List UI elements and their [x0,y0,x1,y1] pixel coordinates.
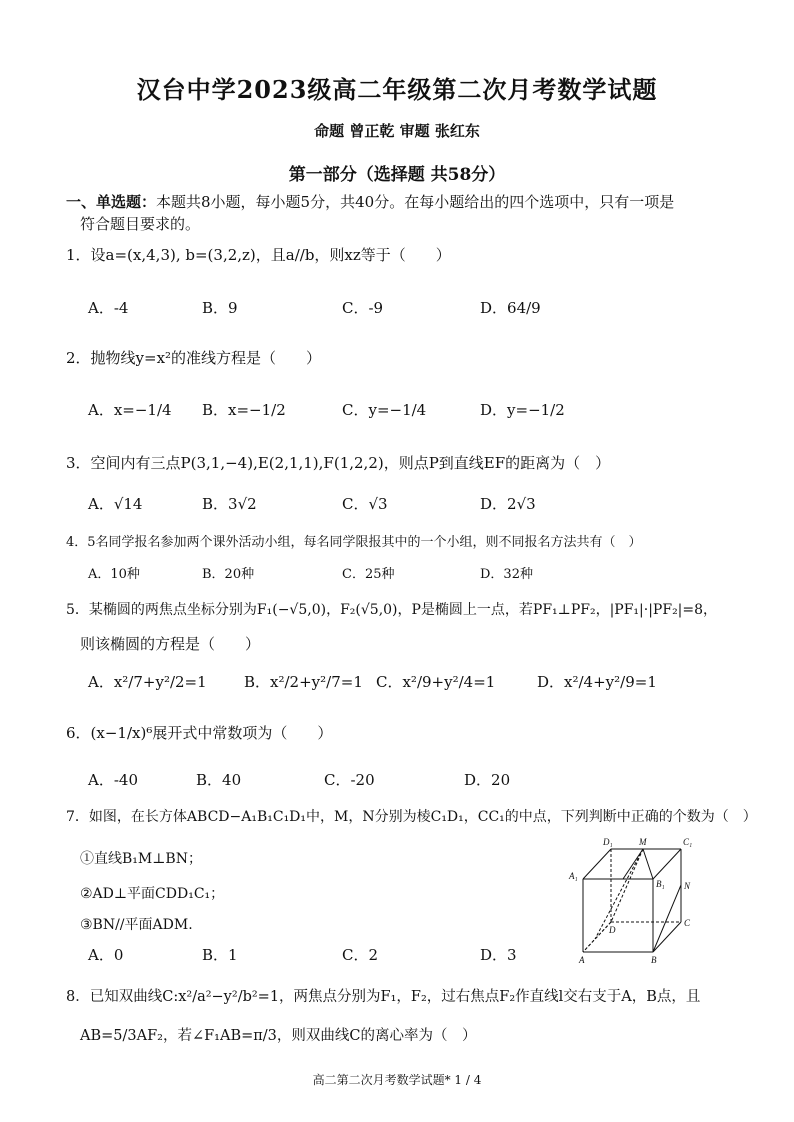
q7-option-d: D．3 [480,946,517,964]
q6-option-c: C．-20 [324,771,375,789]
label-a: A [579,955,585,965]
q5-option-c: C．x²/9+y²/4=1 [376,673,496,691]
q2-option-d: D．y=−1/2 [480,401,565,419]
q3-option-a: A．√14 [88,495,143,513]
label-a1: A₁ [569,871,578,881]
part-heading: 第一部分（选择题 共58分） [288,165,506,185]
page-title: 汉台中学2023级高二年级第二次月考数学试题 [136,75,658,104]
label-d1: D₁ [603,837,613,847]
q7-item-1: ①直线B₁M⊥BN； [80,851,202,867]
question-6-stem: 6．(x−1/x)⁶展开式中常数项为（ ） [66,724,333,742]
question-2-stem: 2．抛物线y=x²的准线方程是（ ） [66,349,322,367]
cuboid-figure [565,835,705,965]
question-5-stem-line1: 5．某椭圆的两焦点坐标分别为F₁(−√5,0)，F₂(√5,0)，P是椭圆上一点，若PF₁⊥PF₂，|PF₁|·|PF₂|=8， [66,602,718,618]
label-b: B [651,955,657,965]
section-line1: 本题共8小题，每小题5分，共40分。在每小题给出的四个选项中，只有一项是 [156,193,675,211]
section-line2: 符合题目要求的。 [80,215,201,233]
label-c: C [684,918,691,928]
q4-option-b: B．20种 [202,567,255,582]
q2-option-c: C．y=−1/4 [342,401,427,419]
q5-option-b: B．x²/2+y²/7=1 [244,673,363,691]
q5-option-a: A．x²/7+y²/2=1 [88,673,207,691]
q4-option-c: C．25种 [342,567,395,582]
q7-option-a: A．0 [88,946,124,964]
q3-option-d: D．2√3 [480,495,536,513]
question-7-stem: 7．如图，在长方体ABCD−A₁B₁C₁D₁中，M，N分别为棱C₁D₁，CC₁的中点，下列判断中正确的个数为（ ） [66,809,757,825]
question-8-stem-line2: AB=5/3AF₂，若∠F₁AB=π/3，则双曲线C的离心率为（ ） [80,1028,477,1044]
section-intro [66,191,674,212]
q6-option-a: A．-40 [88,771,138,789]
q7-item-2: ②AD⊥平面CDD₁C₁； [80,886,225,902]
q1-option-c: C．-9 [342,299,384,317]
section-label: 一、单选题： [66,193,157,211]
q7-item-3: ③BN//平面ADM. [80,917,193,933]
question-3-stem: 3．空间内有三点P(3,1,−4),E(2,1,1),F(1,2,2)，则点P到直线EF的距离为（ ） [66,454,611,472]
label-c1: C₁ [683,837,693,847]
q6-option-b: B．40 [196,771,242,789]
q2-option-b: B．x=−1/2 [202,401,286,419]
label-b1: B₁ [656,879,665,889]
question-1-stem: 1．设a=(x,4,3), b=(3,2,z)，且a//b，则xz等于（ ） [66,246,451,264]
question-4-stem: 4．5名同学报名参加两个课外活动小组，每名同学限报其中的一个小组，则不同报名方法共有（ ） [66,535,642,550]
q3-option-c: C．√3 [342,495,388,513]
q1-option-d: D．64/9 [480,299,541,317]
q6-option-d: D．20 [464,771,511,789]
label-m: M [639,837,647,847]
q7-option-b: B．1 [202,946,238,964]
q4-option-a: A．10种 [88,567,140,582]
page-footer: 高二第二次月考数学试题* 1 / 4 [312,1073,482,1087]
q1-option-a: A．-4 [88,299,129,317]
q7-option-c: C．2 [342,946,379,964]
q2-option-a: A．x=−1/4 [88,401,172,419]
q5-option-d: D．x²/4+y²/9=1 [537,673,657,691]
q4-option-d: D．32种 [480,567,533,582]
question-5-stem-line2: 则该椭圆的方程是（ ） [80,635,261,653]
authors: 命题 曾正乾 审题 张红东 [314,122,480,140]
label-n: N [684,881,691,891]
q3-option-b: B．3√2 [202,495,257,513]
q1-option-b: B．9 [202,299,238,317]
question-8-stem-line1: 8．已知双曲线C:x²/a²−y²/b²=1，两焦点分别为F₁，F₂，过右焦点F₂作直线l交右支于A，B点，且 [66,989,701,1005]
label-d: D [609,925,616,935]
